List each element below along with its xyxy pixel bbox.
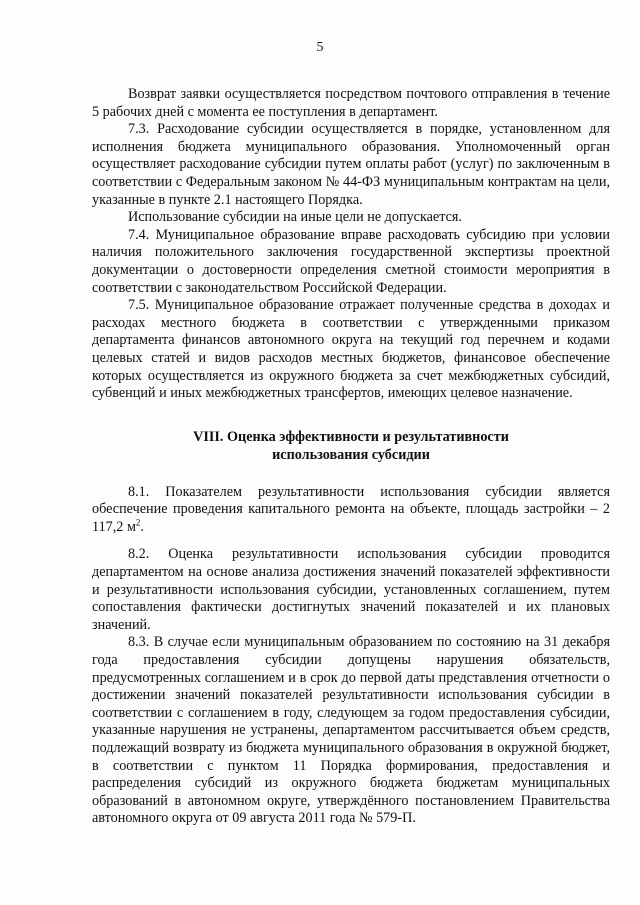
document-body	[92, 86, 610, 828]
section-heading-line-2: использования субсидии	[272, 446, 430, 463]
page-number: 5	[316, 40, 324, 55]
paragraph-8-1-suffix: .	[140, 518, 144, 535]
paragraph-8-2: 8.2. Оценка результативности использования субсидии проводится департаментом на основе анализа достижения значений показателей эффективности и результативности использования субсидии, установленных соглашением, путем сопоставления фактически достигнутых значений показателей и их плановых значений.	[92, 546, 610, 633]
paragraph-8-1-text: 8.1. Показателем результативности использования субсидии является обеспечение проведения капитального ремонта на объекте, площадь застройки – 2 117,2 м	[92, 483, 610, 535]
section-heading-line-1: VIII. Оценка эффективности и результативности	[193, 428, 509, 445]
section-heading	[92, 428, 610, 464]
paragraph-8-1-superscript: 2	[135, 517, 141, 528]
paragraph-8-3: 8.3. В случае если муниципальным образованием по состоянию на 31 декабря года предоставления субсидии допущены нарушения обязательств, предусмотренных соглашением и в срок до первой даты представления отчетности о достижении значений показателей результативности использования субсидии в соответствии с соглашением в году, следующем за годом предоставления субсидии, указанные нарушения не устранены, департаментом рассчитывается объем средств, подлежащий возврату из бюджета муниципального образования в окружной бюджет, в соответствии с пунктом 11 Порядка формирования, предоставления и распределения субсидий из окружного бюджета бюджетам муниципальных образований в автономном округе, утверждённого постановлением Правительства автономного округа от 09 августа 2011 года № 579-П.	[92, 634, 610, 827]
paragraph-8-1	[92, 484, 610, 537]
paragraph-return-of-application: Возврат заявки осуществляется посредством почтового отправления в течение 5 рабочих дней с момента ее поступления в департамент.	[92, 86, 610, 120]
paragraph-7-3: 7.3. Расходование субсидии осуществляется в порядке, установленном для исполнения бюджета муниципального образования. Уполномоченный орган осуществляет расходование субсидии путем оплаты работ (услуг) по заключенным в соответствии с Федеральным законом № 44-ФЗ муниципальным контрактам на цели, указанные в пункте 2.1 настоящего Порядка.	[92, 121, 610, 208]
paragraph-other-use-prohibited: Использование субсидии на иные цели не допускается.	[128, 209, 462, 226]
paragraph-7-4: 7.4. Муниципальное образование вправе расходовать субсидию при условии наличия положительного заключения государственной экспертизы проектной документации о достоверности определения сметной стоимости мероприятия в соответствии с законодательством Российской Федерации.	[92, 226, 610, 296]
paragraph-7-5: 7.5. Муниципальное образование отражает полученные средства в доходах и расходах местного бюджета в соответствии с утвержденными приказом департамента финансов автономного округа на текущий год перечнем и кодами целевых статей и видов расходов местных бюджетов, финансовое обеспечение которых осуществляется из окружного бюджета за счет межбюджетных субсидий, субвенций и иных межбюджетных трансфертов, имеющих целевое назначение.	[92, 297, 610, 402]
